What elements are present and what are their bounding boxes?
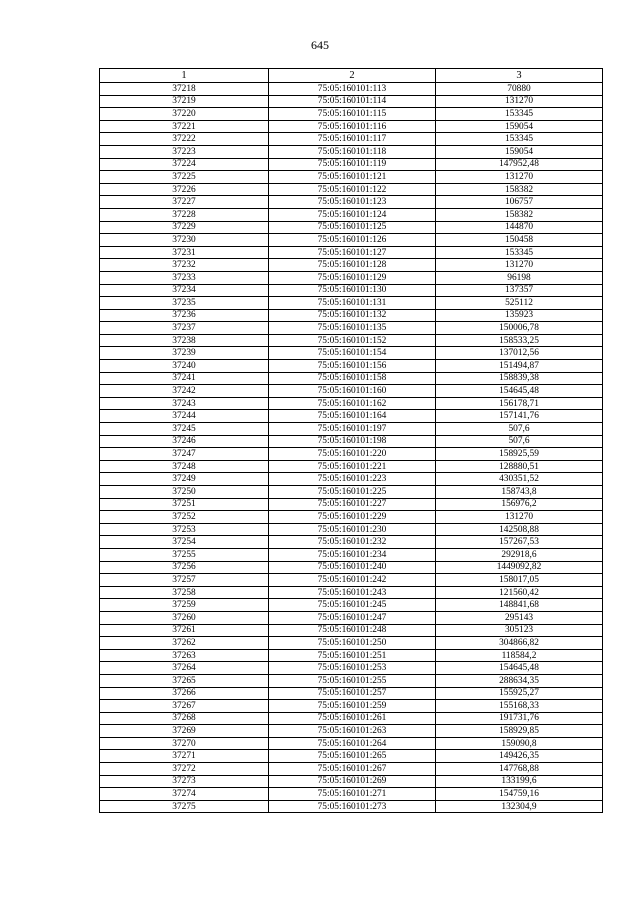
value-cell: 288634,35 (436, 674, 603, 687)
row-number-cell: 37246 (100, 435, 269, 448)
row-number-cell: 37273 (100, 775, 269, 788)
value-cell: 150006,78 (436, 322, 603, 335)
row-number-cell: 37242 (100, 385, 269, 398)
table-row (100, 574, 603, 587)
value-cell: 158839,38 (436, 372, 603, 385)
row-number-cell: 37235 (100, 297, 269, 310)
table-row (100, 183, 603, 196)
row-number-cell: 37275 (100, 800, 269, 813)
table-row (100, 271, 603, 284)
row-number-cell: 37228 (100, 208, 269, 221)
page-number: 645 (311, 38, 329, 52)
row-number-cell: 37263 (100, 649, 269, 662)
column-header-2: 2 (269, 69, 436, 83)
value-cell: 106757 (436, 196, 603, 209)
row-number-cell: 37225 (100, 171, 269, 184)
value-cell: 131270 (436, 95, 603, 108)
cadastral-number-cell: 75:05:160101:125 (269, 221, 436, 234)
value-cell: 132304,9 (436, 800, 603, 813)
cadastral-number-cell: 75:05:160101:255 (269, 674, 436, 687)
table-row (100, 800, 603, 813)
row-number-cell: 37223 (100, 145, 269, 158)
table-row (100, 360, 603, 373)
cadastral-number-cell: 75:05:160101:162 (269, 397, 436, 410)
row-number-cell: 37248 (100, 460, 269, 473)
value-cell: 155168,33 (436, 700, 603, 713)
table-row (100, 486, 603, 499)
value-cell: 507,6 (436, 435, 603, 448)
value-cell: 304866,82 (436, 637, 603, 650)
value-cell: 153345 (436, 108, 603, 121)
row-number-cell: 37237 (100, 322, 269, 335)
value-cell: 150458 (436, 234, 603, 247)
value-cell: 1449092,82 (436, 561, 603, 574)
table-row (100, 750, 603, 763)
row-number-cell: 37224 (100, 158, 269, 171)
cadastral-number-cell: 75:05:160101:223 (269, 473, 436, 486)
row-number-cell: 37247 (100, 448, 269, 461)
table-row (100, 536, 603, 549)
row-number-cell: 37274 (100, 788, 269, 801)
row-number-cell: 37241 (100, 372, 269, 385)
cadastral-number-cell: 75:05:160101:118 (269, 145, 436, 158)
row-number-cell: 37249 (100, 473, 269, 486)
cadastral-number-cell: 75:05:160101:243 (269, 586, 436, 599)
row-number-cell: 37271 (100, 750, 269, 763)
table-row (100, 763, 603, 776)
cadastral-number-cell: 75:05:160101:128 (269, 259, 436, 272)
table-row (100, 372, 603, 385)
table-row (100, 775, 603, 788)
row-number-cell: 37251 (100, 498, 269, 511)
cadastral-number-cell: 75:05:160101:198 (269, 435, 436, 448)
cadastral-number-cell: 75:05:160101:247 (269, 611, 436, 624)
value-cell: 156976,2 (436, 498, 603, 511)
value-cell: 131270 (436, 171, 603, 184)
cadastral-number-cell: 75:05:160101:234 (269, 548, 436, 561)
value-cell: 158017,05 (436, 574, 603, 587)
table-row (100, 221, 603, 234)
value-cell: 131270 (436, 259, 603, 272)
cadastral-number-cell: 75:05:160101:265 (269, 750, 436, 763)
table-row (100, 171, 603, 184)
cadastral-number-cell: 75:05:160101:152 (269, 334, 436, 347)
table-row (100, 435, 603, 448)
table-row (100, 687, 603, 700)
cadastral-number-cell: 75:05:160101:263 (269, 725, 436, 738)
value-cell: 147768,88 (436, 763, 603, 776)
table-row (100, 548, 603, 561)
table-row (100, 234, 603, 247)
cadastral-number-cell: 75:05:160101:250 (269, 637, 436, 650)
cadastral-number-cell: 75:05:160101:121 (269, 171, 436, 184)
value-cell: 159054 (436, 145, 603, 158)
cadastral-number-cell: 75:05:160101:126 (269, 234, 436, 247)
row-number-cell: 37253 (100, 523, 269, 536)
cadastral-number-cell: 75:05:160101:259 (269, 700, 436, 713)
table-body (100, 83, 603, 813)
table-row (100, 599, 603, 612)
value-cell: 156178,71 (436, 397, 603, 410)
value-cell: 525112 (436, 297, 603, 310)
cadastral-number-cell: 75:05:160101:130 (269, 284, 436, 297)
table-row (100, 246, 603, 259)
value-cell: 154645,48 (436, 662, 603, 675)
value-cell: 157141,76 (436, 410, 603, 423)
cadastral-number-cell: 75:05:160101:119 (269, 158, 436, 171)
value-cell: 158929,85 (436, 725, 603, 738)
table-row (100, 334, 603, 347)
cadastral-number-cell: 75:05:160101:261 (269, 712, 436, 725)
value-cell: 148841,68 (436, 599, 603, 612)
table-row (100, 674, 603, 687)
row-number-cell: 37259 (100, 599, 269, 612)
row-number-cell: 37255 (100, 548, 269, 561)
table-row (100, 322, 603, 335)
cadastral-number-cell: 75:05:160101:245 (269, 599, 436, 612)
table-row (100, 473, 603, 486)
value-cell: 131270 (436, 511, 603, 524)
row-number-cell: 37227 (100, 196, 269, 209)
value-cell: 154759,16 (436, 788, 603, 801)
header-row (100, 69, 603, 83)
value-cell: 191731,76 (436, 712, 603, 725)
row-number-cell: 37220 (100, 108, 269, 121)
row-number-cell: 37252 (100, 511, 269, 524)
row-number-cell: 37232 (100, 259, 269, 272)
cadastral-number-cell: 75:05:160101:129 (269, 271, 436, 284)
cadastral-number-cell: 75:05:160101:248 (269, 624, 436, 637)
table-row (100, 511, 603, 524)
row-number-cell: 37264 (100, 662, 269, 675)
table-row (100, 649, 603, 662)
table-row (100, 523, 603, 536)
value-cell: 430351,52 (436, 473, 603, 486)
table-row (100, 700, 603, 713)
row-number-cell: 37262 (100, 637, 269, 650)
cadastral-number-cell: 75:05:160101:158 (269, 372, 436, 385)
cadastral-number-cell: 75:05:160101:132 (269, 309, 436, 322)
table-row (100, 145, 603, 158)
cadastral-number-cell: 75:05:160101:230 (269, 523, 436, 536)
value-cell: 135923 (436, 309, 603, 322)
cadastral-number-cell: 75:05:160101:271 (269, 788, 436, 801)
value-cell: 147952,48 (436, 158, 603, 171)
column-header-3: 3 (436, 69, 603, 83)
row-number-cell: 37256 (100, 561, 269, 574)
cadastral-number-cell: 75:05:160101:232 (269, 536, 436, 549)
cadastral-number-cell: 75:05:160101:225 (269, 486, 436, 499)
value-cell: 128880,51 (436, 460, 603, 473)
cadastral-number-cell: 75:05:160101:116 (269, 120, 436, 133)
table-row (100, 498, 603, 511)
value-cell: 507,6 (436, 423, 603, 436)
column-header-1: 1 (100, 69, 269, 83)
value-cell: 295143 (436, 611, 603, 624)
cadastral-number-cell: 75:05:160101:251 (269, 649, 436, 662)
cadastral-number-cell: 75:05:160101:242 (269, 574, 436, 587)
row-number-cell: 37230 (100, 234, 269, 247)
row-number-cell: 37254 (100, 536, 269, 549)
cadastral-number-cell: 75:05:160101:154 (269, 347, 436, 360)
row-number-cell: 37245 (100, 423, 269, 436)
table-header (100, 69, 603, 83)
table-row (100, 725, 603, 738)
cadastral-number-cell: 75:05:160101:131 (269, 297, 436, 310)
cadastral-number-cell: 75:05:160101:135 (269, 322, 436, 335)
value-cell: 305123 (436, 624, 603, 637)
value-cell: 137357 (436, 284, 603, 297)
value-cell: 144870 (436, 221, 603, 234)
row-number-cell: 37239 (100, 347, 269, 360)
row-number-cell: 37270 (100, 737, 269, 750)
table-row (100, 637, 603, 650)
table-row (100, 460, 603, 473)
table-row (100, 397, 603, 410)
cadastral-number-cell: 75:05:160101:123 (269, 196, 436, 209)
row-number-cell: 37260 (100, 611, 269, 624)
value-cell: 157267,53 (436, 536, 603, 549)
cadastral-number-cell: 75:05:160101:240 (269, 561, 436, 574)
cadastral-number-cell: 75:05:160101:253 (269, 662, 436, 675)
value-cell: 158382 (436, 183, 603, 196)
row-number-cell: 37238 (100, 334, 269, 347)
table-row (100, 196, 603, 209)
table-row (100, 712, 603, 725)
table-row (100, 347, 603, 360)
cadastral-number-cell: 75:05:160101:227 (269, 498, 436, 511)
row-number-cell: 37234 (100, 284, 269, 297)
table-row (100, 158, 603, 171)
value-cell: 158925,59 (436, 448, 603, 461)
row-number-cell: 37236 (100, 309, 269, 322)
row-number-cell: 37272 (100, 763, 269, 776)
cadastral-number-cell: 75:05:160101:117 (269, 133, 436, 146)
table-row (100, 95, 603, 108)
value-cell: 154645,48 (436, 385, 603, 398)
table-row (100, 423, 603, 436)
table-row (100, 108, 603, 121)
cadastral-number-cell: 75:05:160101:114 (269, 95, 436, 108)
row-number-cell: 37233 (100, 271, 269, 284)
row-number-cell: 37250 (100, 486, 269, 499)
row-number-cell: 37229 (100, 221, 269, 234)
table-row (100, 662, 603, 675)
row-number-cell: 37258 (100, 586, 269, 599)
row-number-cell: 37265 (100, 674, 269, 687)
value-cell: 151494,87 (436, 360, 603, 373)
row-number-cell: 37257 (100, 574, 269, 587)
value-cell: 121560,42 (436, 586, 603, 599)
table-row (100, 309, 603, 322)
table-row (100, 611, 603, 624)
table-row (100, 448, 603, 461)
table-row (100, 120, 603, 133)
row-number-cell: 37219 (100, 95, 269, 108)
cadastral-number-cell: 75:05:160101:267 (269, 763, 436, 776)
table-row (100, 788, 603, 801)
table-row (100, 284, 603, 297)
value-cell: 292918,6 (436, 548, 603, 561)
cadastral-number-cell: 75:05:160101:257 (269, 687, 436, 700)
row-number-cell: 37261 (100, 624, 269, 637)
cadastral-number-cell: 75:05:160101:124 (269, 208, 436, 221)
value-cell: 153345 (436, 133, 603, 146)
value-cell: 159090,8 (436, 737, 603, 750)
table-row (100, 624, 603, 637)
cadastral-number-cell: 75:05:160101:220 (269, 448, 436, 461)
value-cell: 149426,35 (436, 750, 603, 763)
cadastral-number-cell: 75:05:160101:115 (269, 108, 436, 121)
cadastral-number-cell: 75:05:160101:197 (269, 423, 436, 436)
table-row (100, 737, 603, 750)
table-row (100, 297, 603, 310)
value-cell: 159054 (436, 120, 603, 133)
value-cell: 118584,2 (436, 649, 603, 662)
table-row (100, 385, 603, 398)
row-number-cell: 37268 (100, 712, 269, 725)
table-row (100, 133, 603, 146)
cadastral-number-cell: 75:05:160101:221 (269, 460, 436, 473)
cadastral-number-cell: 75:05:160101:127 (269, 246, 436, 259)
value-cell: 158382 (436, 208, 603, 221)
row-number-cell: 37244 (100, 410, 269, 423)
cadastral-number-cell: 75:05:160101:113 (269, 83, 436, 96)
value-cell: 137012,56 (436, 347, 603, 360)
value-cell: 158533,25 (436, 334, 603, 347)
cadastral-number-cell: 75:05:160101:156 (269, 360, 436, 373)
row-number-cell: 37243 (100, 397, 269, 410)
cadastral-number-cell: 75:05:160101:229 (269, 511, 436, 524)
row-number-cell: 37267 (100, 700, 269, 713)
table-row (100, 259, 603, 272)
value-cell: 158743,8 (436, 486, 603, 499)
row-number-cell: 37269 (100, 725, 269, 738)
cadastral-number-cell: 75:05:160101:122 (269, 183, 436, 196)
row-number-cell: 37240 (100, 360, 269, 373)
table-row (100, 561, 603, 574)
row-number-cell: 37226 (100, 183, 269, 196)
row-number-cell: 37221 (100, 120, 269, 133)
table-row (100, 208, 603, 221)
table-row (100, 410, 603, 423)
row-number-cell: 37231 (100, 246, 269, 259)
cadastral-number-cell: 75:05:160101:264 (269, 737, 436, 750)
registry-table (99, 68, 603, 813)
cadastral-number-cell: 75:05:160101:269 (269, 775, 436, 788)
row-number-cell: 37222 (100, 133, 269, 146)
cadastral-number-cell: 75:05:160101:164 (269, 410, 436, 423)
table-row (100, 586, 603, 599)
table-row (100, 83, 603, 96)
row-number-cell: 37218 (100, 83, 269, 96)
cadastral-number-cell: 75:05:160101:160 (269, 385, 436, 398)
value-cell: 70880 (436, 83, 603, 96)
row-number-cell: 37266 (100, 687, 269, 700)
value-cell: 155925,27 (436, 687, 603, 700)
value-cell: 153345 (436, 246, 603, 259)
cadastral-number-cell: 75:05:160101:273 (269, 800, 436, 813)
value-cell: 142508,88 (436, 523, 603, 536)
value-cell: 96198 (436, 271, 603, 284)
value-cell: 133199,6 (436, 775, 603, 788)
